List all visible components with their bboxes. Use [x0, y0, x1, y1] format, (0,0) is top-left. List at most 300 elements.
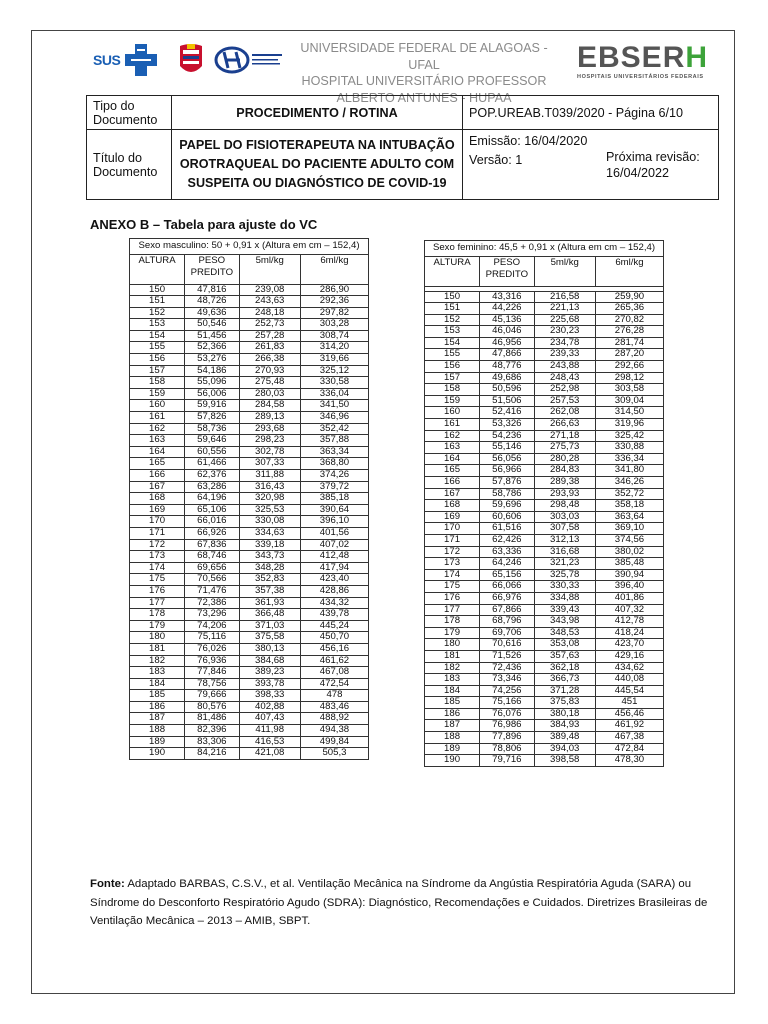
table-cell: 243,88: [534, 361, 595, 373]
table-row: [425, 546, 664, 558]
table-row: [130, 667, 369, 679]
table-cell: 266,63: [534, 419, 595, 431]
table-cell: 380,02: [595, 546, 663, 558]
table-cell: 169: [130, 504, 185, 516]
table-cell: 330,08: [239, 516, 300, 528]
table-cell: 52,366: [185, 342, 239, 354]
table-cell: 348,53: [534, 627, 595, 639]
table-cell: 77,846: [185, 667, 239, 679]
table-cell: 45,136: [480, 314, 534, 326]
column-header: ALTURA: [425, 256, 480, 286]
table-cell: 63,286: [185, 481, 239, 493]
table-cell: 151: [130, 296, 185, 308]
table-cell: 281,74: [595, 337, 663, 349]
table-cell: 63,336: [480, 546, 534, 558]
table-cell: 261,83: [239, 342, 300, 354]
table-row: [130, 354, 369, 366]
table-cell: 303,03: [534, 511, 595, 523]
table-cell: 179: [425, 627, 480, 639]
table-cell: 72,386: [185, 597, 239, 609]
table-cell: 361,93: [239, 597, 300, 609]
table-row: [130, 365, 369, 377]
table-cell: 265,36: [595, 303, 663, 315]
table-cell: 289,13: [239, 412, 300, 424]
table-cell: 352,42: [300, 423, 368, 435]
table-row: [425, 384, 664, 396]
table-cell: 428,86: [300, 585, 368, 597]
table-cell: 461,62: [300, 655, 368, 667]
table-row: [425, 314, 664, 326]
table-cell: 379,72: [300, 481, 368, 493]
table-cell: 187: [425, 720, 480, 732]
table-row: [130, 319, 369, 331]
table-cell: 368,80: [300, 458, 368, 470]
table-row: [130, 481, 369, 493]
table-cell: 190: [425, 755, 480, 767]
table-row: [130, 574, 369, 586]
table-cell: 186: [130, 701, 185, 713]
table-row: [425, 674, 664, 686]
table-cell: 76,076: [480, 708, 534, 720]
table-row: [425, 697, 664, 709]
table-cell: 394,03: [534, 743, 595, 755]
table-cell: 48,776: [480, 361, 534, 373]
table-cell: 84,216: [185, 748, 239, 760]
table-row: [130, 284, 369, 296]
table-cell: 69,706: [480, 627, 534, 639]
table-row: [130, 643, 369, 655]
table-cell: 286,90: [300, 284, 368, 296]
table-cell: 494,38: [300, 725, 368, 737]
table-cell: 182: [130, 655, 185, 667]
table-cell: 174: [130, 562, 185, 574]
table-cell: 174: [425, 569, 480, 581]
table-cell: 62,376: [185, 470, 239, 482]
female-vc-table: [424, 240, 664, 767]
table-row: [425, 453, 664, 465]
table-cell: 398,33: [239, 690, 300, 702]
table-cell: 66,976: [480, 592, 534, 604]
table-cell: 184: [425, 685, 480, 697]
table-row: [425, 349, 664, 361]
table-cell: 429,16: [595, 650, 663, 662]
table-cell: 51,456: [185, 330, 239, 342]
table-cell: 64,246: [480, 558, 534, 570]
table-cell: 81,486: [185, 713, 239, 725]
table-cell: 248,18: [239, 307, 300, 319]
table-cell: 407,43: [239, 713, 300, 725]
table-cell: 66,926: [185, 527, 239, 539]
table-row: [130, 585, 369, 597]
table-cell: 262,08: [534, 407, 595, 419]
table-cell: 325,53: [239, 504, 300, 516]
ebserh-logo: [577, 41, 717, 80]
table-cell: 363,64: [595, 511, 663, 523]
table-cell: 412,48: [300, 551, 368, 563]
table-cell: 165: [425, 465, 480, 477]
male-vc-table: [129, 238, 369, 760]
table-row: [425, 639, 664, 651]
source-text: Adaptado BARBAS, C.S.V., et al. Ventilação Mecânica na Síndrome da Angústia Respiratória Aguda (SARA) ou Síndrome do Desconforto Respiratório Agudo (SDRA): Diagnóstico, Recomendações e Cuidados. Diretrizes Brasileiras de Ventilação Mecânica – 2013 – AMIB, SBPT.: [90, 878, 708, 927]
table-cell: 270,82: [595, 314, 663, 326]
table-row: [425, 430, 664, 442]
table-cell: 398,58: [534, 755, 595, 767]
table-cell: 58,736: [185, 423, 239, 435]
table-cell: 78,806: [480, 743, 534, 755]
table-row: [425, 500, 664, 512]
table-cell: 172: [425, 546, 480, 558]
table-cell: 316,68: [534, 546, 595, 558]
table-cell: 357,63: [534, 650, 595, 662]
table-row: [425, 419, 664, 431]
table-cell: 46,956: [480, 337, 534, 349]
table-row: [425, 442, 664, 454]
table-cell: 186: [425, 708, 480, 720]
table-cell: 319,66: [300, 354, 368, 366]
institution-line: ALBERTO ANTUNES - HUPAA: [336, 90, 512, 105]
table-row: [425, 523, 664, 535]
table-cell: 319,96: [595, 419, 663, 431]
column-header: 5ml/kg: [239, 254, 300, 284]
table-cell: 73,296: [185, 609, 239, 621]
table-cell: 280,03: [239, 388, 300, 400]
table-cell: 171: [425, 534, 480, 546]
table-row: [425, 303, 664, 315]
table-row: [130, 539, 369, 551]
table-cell: 393,78: [239, 678, 300, 690]
table-cell: 352,72: [595, 488, 663, 500]
table-cell: 380,13: [239, 643, 300, 655]
table-cell: 75,166: [480, 697, 534, 709]
source-label: Fonte:: [90, 878, 125, 890]
table-cell: 153: [425, 326, 480, 338]
table-cell: 188: [130, 725, 185, 737]
table-cell: 177: [130, 597, 185, 609]
table-cell: 183: [130, 667, 185, 679]
table-cell: 341,50: [300, 400, 368, 412]
table-cell: 153: [130, 319, 185, 331]
table-cell: 456,16: [300, 643, 368, 655]
table-cell: 59,696: [480, 500, 534, 512]
table-row: [130, 725, 369, 737]
table-row: [130, 388, 369, 400]
table-cell: 183: [425, 674, 480, 686]
table-cell: 158: [130, 377, 185, 389]
table-cell: 369,10: [595, 523, 663, 535]
table-cell: 171: [130, 527, 185, 539]
table-cell: 181: [425, 650, 480, 662]
table-row: [130, 296, 369, 308]
table-cell: 52,416: [480, 407, 534, 419]
table-cell: 76,026: [185, 643, 239, 655]
table-cell: 173: [130, 551, 185, 563]
table-row: [425, 372, 664, 384]
table-cell: 83,306: [185, 736, 239, 748]
table-row: [130, 504, 369, 516]
table-cell: 307,33: [239, 458, 300, 470]
table-cell: 303,28: [300, 319, 368, 331]
table-cell: 292,66: [595, 361, 663, 373]
table-row: [425, 720, 664, 732]
table-cell: 330,33: [534, 581, 595, 593]
table-cell: 155: [130, 342, 185, 354]
table-cell: 298,12: [595, 372, 663, 384]
table-cell: 161: [425, 419, 480, 431]
table-cell: 184: [130, 678, 185, 690]
table-cell: 58,786: [480, 488, 534, 500]
table-cell: 320,98: [239, 493, 300, 505]
table-cell: 325,42: [595, 430, 663, 442]
table-cell: 70,566: [185, 574, 239, 586]
table-cell: 312,13: [534, 534, 595, 546]
doc-version: Versão: 1: [469, 153, 523, 167]
table-cell: 54,186: [185, 365, 239, 377]
table-cell: 67,866: [480, 604, 534, 616]
table-cell: 76,936: [185, 655, 239, 667]
table-cell: 225,68: [534, 314, 595, 326]
table-cell: 54,236: [480, 430, 534, 442]
table-row: [130, 470, 369, 482]
table-cell: 170: [425, 523, 480, 535]
table-cell: 336,34: [595, 453, 663, 465]
table-cell: 434,62: [595, 662, 663, 674]
table-row: [130, 412, 369, 424]
table-cell: 150: [425, 291, 480, 303]
table-cell: 155: [425, 349, 480, 361]
table-cell: 70,616: [480, 639, 534, 651]
table-cell: 259,90: [595, 291, 663, 303]
sus-logo-text: SUS: [93, 52, 121, 68]
table-cell: 309,04: [595, 395, 663, 407]
column-header: 6ml/kg: [300, 254, 368, 284]
table-cell: 396,40: [595, 581, 663, 593]
table-cell: 78,756: [185, 678, 239, 690]
table-cell: 334,88: [534, 592, 595, 604]
table-cell: 163: [425, 442, 480, 454]
table-cell: 175: [425, 581, 480, 593]
table-row: [425, 685, 664, 697]
doc-code: POP.UREAB.T039/2020 - Página 6/10: [463, 96, 719, 130]
table-cell: 163: [130, 435, 185, 447]
table-cell: 188: [425, 732, 480, 744]
table-row: [425, 337, 664, 349]
table-cell: 80,576: [185, 701, 239, 713]
table-cell: 172: [130, 539, 185, 551]
table-cell: 411,98: [239, 725, 300, 737]
table-row: [130, 620, 369, 632]
source-note: [90, 875, 710, 931]
table-row: [130, 609, 369, 621]
table-cell: 472,54: [300, 678, 368, 690]
annex-title: ANEXO B – Tabela para ajuste do VC: [90, 217, 318, 232]
table-cell: 182: [425, 662, 480, 674]
table-cell: 270,93: [239, 365, 300, 377]
column-header: ALTURA: [130, 254, 185, 284]
table-cell: 221,13: [534, 303, 595, 315]
table-cell: 276,28: [595, 326, 663, 338]
table-row: [130, 713, 369, 725]
table-cell: 167: [130, 481, 185, 493]
ufal-crest-icon: [178, 42, 204, 78]
table-cell: 248,43: [534, 372, 595, 384]
table-cell: 68,746: [185, 551, 239, 563]
table-cell: 66,016: [185, 516, 239, 528]
table-row: [130, 736, 369, 748]
table-cell: 366,48: [239, 609, 300, 621]
table-cell: 456,46: [595, 708, 663, 720]
table-cell: 68,796: [480, 616, 534, 628]
table-cell: 402,88: [239, 701, 300, 713]
table-cell: 189: [130, 736, 185, 748]
table-row: [425, 395, 664, 407]
table-row: [425, 755, 664, 767]
table-cell: 336,04: [300, 388, 368, 400]
table-cell: 64,196: [185, 493, 239, 505]
table-cell: 66,066: [480, 581, 534, 593]
table-cell: 384,93: [534, 720, 595, 732]
table-cell: 339,18: [239, 539, 300, 551]
table-cell: 65,106: [185, 504, 239, 516]
table-cell: 161: [130, 412, 185, 424]
table-cell: 159: [425, 395, 480, 407]
table-row: [425, 569, 664, 581]
table-row: [130, 527, 369, 539]
table-cell: 358,18: [595, 500, 663, 512]
table-cell: 160: [425, 407, 480, 419]
table-cell: 69,656: [185, 562, 239, 574]
table-cell: 363,34: [300, 446, 368, 458]
table-cell: 166: [425, 477, 480, 489]
table-cell: 330,88: [595, 442, 663, 454]
table-cell: 321,23: [534, 558, 595, 570]
table-cell: 157: [425, 372, 480, 384]
column-header: PESO PREDITO: [480, 256, 534, 286]
table-cell: 61,516: [480, 523, 534, 535]
table-cell: 307,58: [534, 523, 595, 535]
table-cell: 49,686: [480, 372, 534, 384]
table-cell: 53,276: [185, 354, 239, 366]
table-cell: 53,326: [480, 419, 534, 431]
table-cell: 275,73: [534, 442, 595, 454]
table-row: [425, 407, 664, 419]
table-cell: 176: [130, 585, 185, 597]
table-cell: 164: [130, 446, 185, 458]
table-cell: 190: [130, 748, 185, 760]
table-cell: 156: [425, 361, 480, 373]
table-cell: 380,18: [534, 708, 595, 720]
table-cell: 160: [130, 400, 185, 412]
table-cell: 154: [130, 330, 185, 342]
doc-type-value: PROCEDIMENTO / ROTINA: [172, 96, 463, 130]
table-cell: 334,63: [239, 527, 300, 539]
table-cell: 180: [425, 639, 480, 651]
doc-issue: Emissão: 16/04/2020: [469, 134, 588, 148]
table-cell: 302,78: [239, 446, 300, 458]
table-cell: 478,30: [595, 755, 663, 767]
table-cell: 216,58: [534, 291, 595, 303]
table-cell: 79,716: [480, 755, 534, 767]
table-cell: 374,56: [595, 534, 663, 546]
table-cell: 346,96: [300, 412, 368, 424]
table-cell: 374,26: [300, 470, 368, 482]
table-cell: 168: [425, 500, 480, 512]
table-cell: 185: [130, 690, 185, 702]
table-cell: 252,98: [534, 384, 595, 396]
table-row: [130, 446, 369, 458]
table-row: [130, 748, 369, 760]
table-cell: 50,596: [480, 384, 534, 396]
table-row: [130, 493, 369, 505]
table-cell: 166: [130, 470, 185, 482]
female-table-caption: Sexo feminino: 45,5 + 0,91 x (Altura em cm – 152,4): [425, 241, 664, 257]
table-cell: 252,73: [239, 319, 300, 331]
table-cell: 401,56: [300, 527, 368, 539]
doc-title-value: PAPEL DO FISIOTERAPEUTA NA INTUBAÇÃO OROTRAQUEAL DO PACIENTE ADULTO COM SUSPEITA OU DIAGNÓSTICO DE COVID-19: [172, 130, 463, 200]
table-cell: 311,88: [239, 470, 300, 482]
table-cell: 152: [130, 307, 185, 319]
table-row: [425, 361, 664, 373]
table-row: [130, 423, 369, 435]
table-cell: 159: [130, 388, 185, 400]
table-cell: 389,48: [534, 732, 595, 744]
table-row: [425, 708, 664, 720]
table-cell: 330,58: [300, 377, 368, 389]
table-cell: 407,02: [300, 539, 368, 551]
table-cell: 275,48: [239, 377, 300, 389]
table-cell: 59,916: [185, 400, 239, 412]
table-cell: 271,18: [534, 430, 595, 442]
table-row: [425, 627, 664, 639]
table-cell: 178: [425, 616, 480, 628]
table-cell: 157: [130, 365, 185, 377]
table-row: [425, 743, 664, 755]
doc-next-review: Próxima revisão: 16/04/2022: [600, 130, 719, 200]
table-cell: 59,646: [185, 435, 239, 447]
table-cell: 450,70: [300, 632, 368, 644]
table-cell: 56,006: [185, 388, 239, 400]
table-cell: 445,24: [300, 620, 368, 632]
table-row: [425, 650, 664, 662]
column-header: 6ml/kg: [595, 256, 663, 286]
table-cell: 257,53: [534, 395, 595, 407]
table-cell: 401,86: [595, 592, 663, 604]
table-cell: 341,80: [595, 465, 663, 477]
table-cell: 308,74: [300, 330, 368, 342]
table-cell: 439,78: [300, 609, 368, 621]
table-cell: 266,38: [239, 354, 300, 366]
table-row: [425, 465, 664, 477]
table-cell: 82,396: [185, 725, 239, 737]
table-cell: 445,54: [595, 685, 663, 697]
column-header: PESO PREDITO: [185, 254, 239, 284]
table-cell: 65,156: [480, 569, 534, 581]
doc-type-label: Tipo do Documento: [87, 96, 172, 130]
table-cell: 297,82: [300, 307, 368, 319]
table-cell: 371,28: [534, 685, 595, 697]
table-row: [130, 458, 369, 470]
table-cell: 230,23: [534, 326, 595, 338]
table-cell: 488,92: [300, 713, 368, 725]
table-cell: 77,896: [480, 732, 534, 744]
table-cell: 348,28: [239, 562, 300, 574]
table-cell: 289,38: [534, 477, 595, 489]
table-cell: 170: [130, 516, 185, 528]
table-cell: 74,256: [480, 685, 534, 697]
table-cell: 499,84: [300, 736, 368, 748]
table-cell: 412,78: [595, 616, 663, 628]
table-cell: 423,40: [300, 574, 368, 586]
table-cell: 284,58: [239, 400, 300, 412]
